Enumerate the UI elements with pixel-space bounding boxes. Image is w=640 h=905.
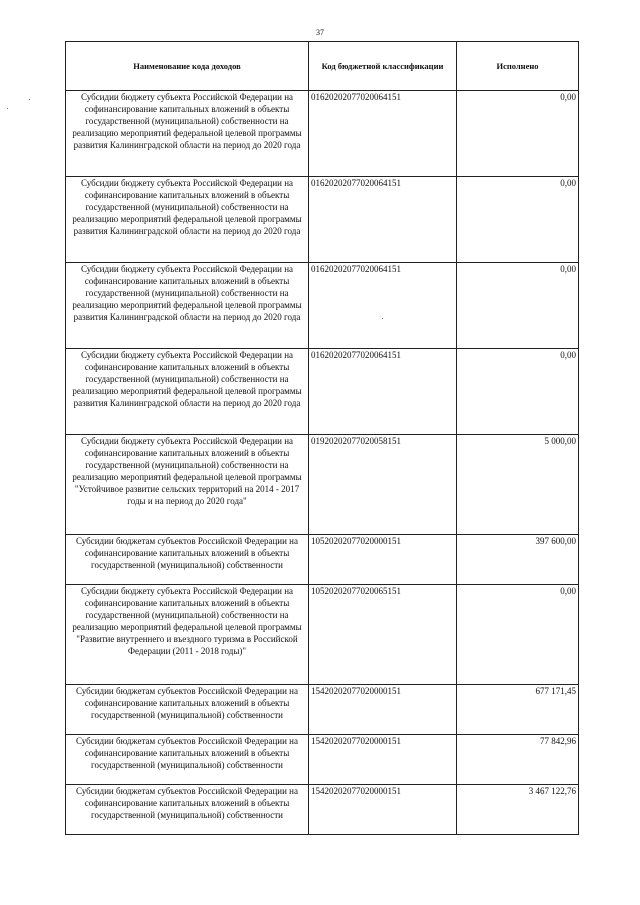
classification-code-cell: 01620202077020064151 — [309, 177, 457, 263]
income-name-cell: Субсидии бюджету субъекта Российской Федерации на софинансирование капитальных вложений в объекты государственной (муниципальной) собственности на реализацию мероприятий федеральной целевой программы "Развитие внутреннего и въездного туризма в Российской Федерации (2011 - 2018 годы)" — [66, 585, 309, 685]
amount-cell: 0,00 — [457, 91, 579, 177]
amount-cell: 0,00 — [457, 349, 579, 435]
header-executed: Исполнено — [457, 42, 579, 91]
amount-cell: 677 171,45 — [457, 685, 579, 735]
amount-cell: 77 842,96 — [457, 735, 579, 785]
income-name-cell: Субсидии бюджетам субъектов Российской Федерации на софинансирование капитальных вложений в объекты государственной (муниципальной) собственности — [66, 785, 309, 835]
table-row — [66, 435, 579, 535]
classification-code-cell: 01620202077020064151 — [309, 91, 457, 177]
income-name-cell: Субсидии бюджетам субъектов Российской Федерации на софинансирование капитальных вложений в объекты государственной (муниципальной) собственности — [66, 735, 309, 785]
amount-cell: 0,00 — [457, 177, 579, 263]
classification-code-cell: 01620202077020064151 — [309, 349, 457, 435]
table-row — [66, 785, 579, 835]
table-row — [66, 685, 579, 735]
scan-speck — [29, 99, 30, 100]
header-budget-classification-code: Код бюджетной классификации — [309, 42, 457, 91]
income-name-cell: Субсидии бюджетам субъектов Российской Федерации на софинансирование капитальных вложений в объекты государственной (муниципальной) собственности — [66, 535, 309, 585]
classification-code-cell: 10520202077020000151 — [309, 535, 457, 585]
income-name-cell: Субсидии бюджетам субъектов Российской Федерации на софинансирование капитальных вложений в объекты государственной (муниципальной) собственности — [66, 685, 309, 735]
classification-code-cell: 01620202077020064151 — [309, 263, 457, 349]
amount-cell: 397 600,00 — [457, 535, 579, 585]
income-name-cell: Субсидии бюджету субъекта Российской Федерации на софинансирование капитальных вложений в объекты государственной (муниципальной) собственности на реализацию мероприятий федеральной целевой программы развития Калининградской области на период до 2020 года — [66, 349, 309, 435]
scan-speck — [7, 108, 8, 109]
page-number: 37 — [316, 28, 324, 37]
table-header-row — [66, 42, 579, 91]
classification-code-cell: 15420202077020000151 — [309, 685, 457, 735]
classification-code-cell: 10520202077020065151 — [309, 585, 457, 685]
table-row — [66, 535, 579, 585]
table-row — [66, 177, 579, 263]
amount-cell: 0,00 — [457, 585, 579, 685]
table-row — [66, 735, 579, 785]
amount-cell: 0,00 — [457, 263, 579, 349]
table-row — [66, 91, 579, 177]
income-name-cell: Субсидии бюджету субъекта Российской Федерации на софинансирование капитальных вложений в объекты государственной (муниципальной) собственности на реализацию мероприятий федеральной целевой программы развития Калининградской области на период до 2020 года — [66, 263, 309, 349]
budget-table — [65, 41, 579, 835]
table-row — [66, 349, 579, 435]
table-row — [66, 585, 579, 685]
income-name-cell: Субсидии бюджету субъекта Российской Федерации на софинансирование капитальных вложений в объекты государственной (муниципальной) собственности на реализацию мероприятий федеральной целевой программы развития Калининградской области на период до 2020 года — [66, 91, 309, 177]
classification-code-cell: 15420202077020000151 — [309, 785, 457, 835]
income-name-cell: Субсидии бюджету субъекта Российской Федерации на софинансирование капитальных вложений в объекты государственной (муниципальной) собственности на реализацию мероприятий федеральной целевой программы развития Калининградской области на период до 2020 года — [66, 177, 309, 263]
classification-code-cell: 15420202077020000151 — [309, 735, 457, 785]
amount-cell: 5 000,00 — [457, 435, 579, 535]
table-row — [66, 263, 579, 349]
classification-code-cell: 01920202077020058151 — [309, 435, 457, 535]
header-income-code-name: Наименование кода доходов — [66, 42, 309, 91]
income-name-cell: Субсидии бюджету субъекта Российской Федерации на софинансирование капитальных вложений в объекты государственной (муниципальной) собственности на реализацию мероприятий федеральной целевой программы "Устойчивое развитие сельских территорий на 2014 - 2017 годы и на период до 2020 года" — [66, 435, 309, 535]
amount-cell: 3 467 122,76 — [457, 785, 579, 835]
